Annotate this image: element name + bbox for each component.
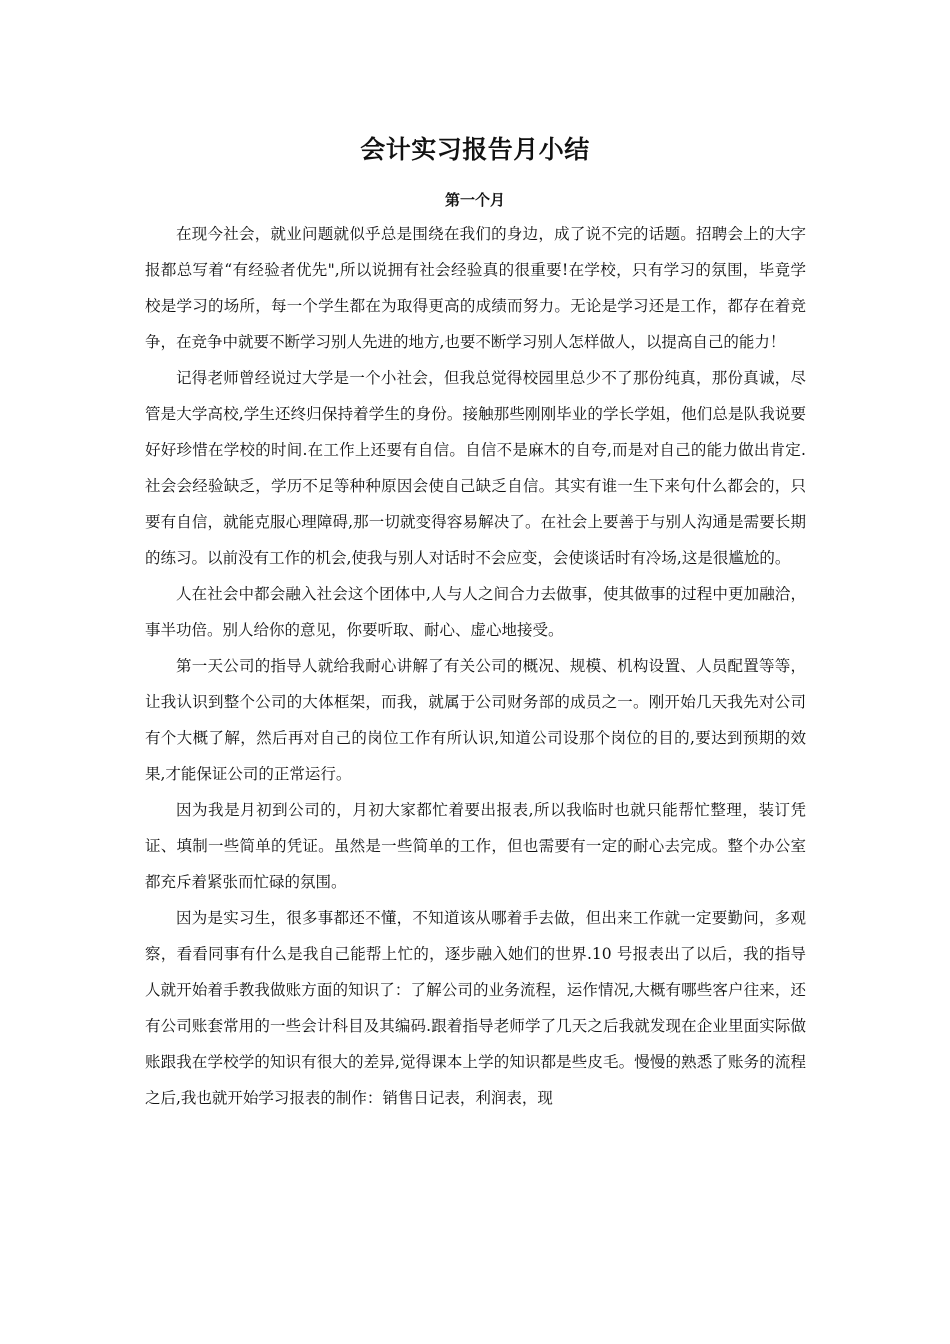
paragraph: 在现今社会，就业问题就似乎总是围绕在我们的身边，成了说不完的话题。招聘会上的大字报都总写着“有经验者优先",所以说拥有社会经验真的很重要!在学校，只有学习的氛围，毕竟学校是学习的场所，每一个学生都在为取得更高的成绩而努力。无论是学习还是工作，都存在着竞争，在竞争中就要不断学习别人先进的地方,也要不断学习别人怎样做人，以提高自己的能力！ [145,225,806,351]
paragraph: 因为我是月初到公司的，月初大家都忙着要出报表,所以我临时也就只能帮忙整理，装订凭证、填制一些简单的凭证。虽然是一些简单的工作，但也需要有一定的耐心去完成。整个办公室都充斥着紧张而忙碌的氛围。 [145,801,806,891]
paragraph: 记得老师曾经说过大学是一个小社会，但我总觉得校园里总少不了那份纯真，那份真诚，尽管是大学高校,学生还终归保持着学生的身份。接触那些刚刚毕业的学长学姐，他们总是队我说要好好珍惜在学校的时间.在工作上还要有自信。自信不是麻木的自夸,而是对自己的能力做出肯定.社会会经验缺乏，学历不足等种种原因会使自己缺乏自信。其实有谁一生下来句什么都会的，只要有自信，就能克服心理障碍,那一切就变得容易解决了。在社会上要善于与别人沟通是需要长期的练习。以前没有工作的机会,使我与别人对话时不会应变，会使谈话时有冷场,这是很尴尬的。 [145,369,806,567]
paragraph: 人在社会中都会融入社会这个团体中,人与人之间合力去做事，使其做事的过程中更加融洽，事半功倍。别人给你的意见，你要听取、耐心、虚心地接受。 [145,585,806,639]
document-body [145,216,806,1116]
paragraph: 第一天公司的指导人就给我耐心讲解了有关公司的概况、规模、机构设置、人员配置等等，让我认识到整个公司的大体框架，而我，就属于公司财务部的成员之一。刚开始几天我先对公司有个大概了解，然后再对自己的岗位工作有所认识,知道公司设那个岗位的目的,要达到预期的效果,才能保证公司的正常运行。 [145,657,806,783]
section-heading: 第一个月 [444,191,505,209]
paragraph: 因为是实习生，很多事都还不懂，不知道该从哪着手去做，但出来工作就一定要勤问，多观察，看看同事有什么是我自己能帮上忙的，逐步融入她们的世界.10 号报表出了以后，我的指导人就开始着手教我做账方面的知识了：了解公司的业务流程，运作情况,大概有哪些客户往来，还有公司账套常用的一些会计科目及其编码.跟着指导老师学了几天之后我就发现在企业里面实际做账跟我在学校学的知识有很大的差异,觉得课本上学的知识都是些皮毛。慢慢的熟悉了账务的流程之后,我也就开始学习报表的制作：销售日记表，利润表，现 [145,909,806,1107]
document-title: 会计实习报告月小结 [360,135,590,164]
